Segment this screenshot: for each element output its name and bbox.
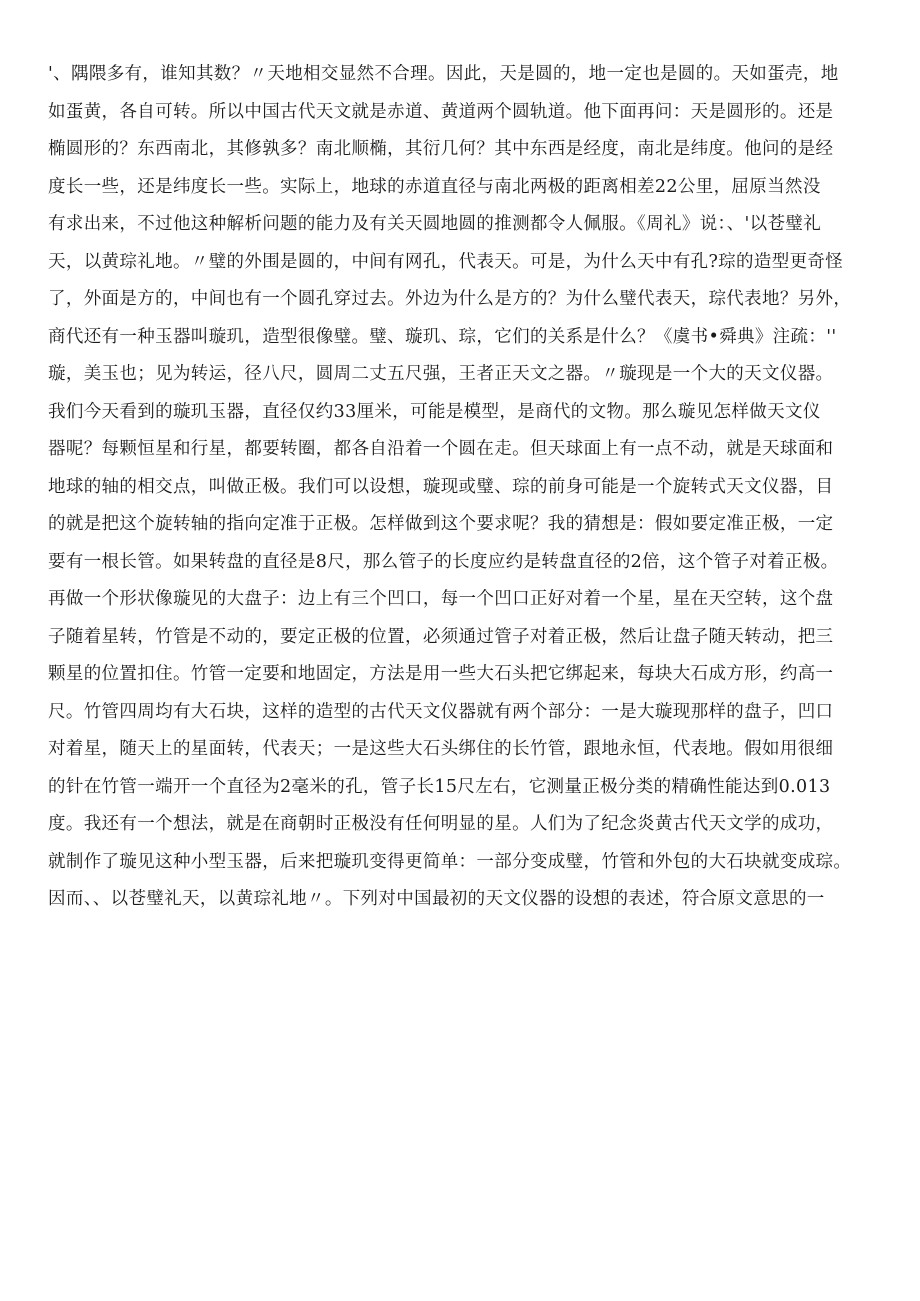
- text-line: 有求出来，不过他这种解析问题的能力及有关天圆地圆的推测都令人佩服。《周礼》说：、'以苍璧礼: [48, 214, 822, 234]
- text-line: 璇，美玉也；见为转运，径八尺，圆周二丈五尺强，王者正天文之器。〃璇现是一个大的天文仪器。: [48, 364, 834, 384]
- text-line: 子随着星转，竹管是不动的，要定正极的位置，必须通过管子对着正极，然后让盘子随天转动，把三: [48, 626, 834, 647]
- text-line: 天，以黄琮礼地。〃璧的外围是圆的，中间有网孔，代表天。可是，为什么天中有孔?琮的造型更奇怪: [48, 251, 844, 272]
- text-line: 度。我还有一个想法，就是在商朝时正极没有任何明显的星。人们为了纪念炎黄古代天文学的成功，: [48, 814, 834, 834]
- text-line: 如蛋黄，各自可转。所以中国古代天文就是赤道、黄道两个圆轨道。他下面再问：天是圆形的。还是: [48, 101, 834, 122]
- text-line: 了，外面是方的，中间也有一个圆孔穿过去。外边为什么是方的？为什么璧代表天，琮代表地？另外，: [48, 289, 852, 309]
- text-line: 商代还有一种玉器叫璇玑，造型很像璧。璧、璇玑、琮，它们的关系是什么？《虞书•舜典》注疏：'': [48, 326, 837, 347]
- text-line: 尺。竹管四周均有大石块，这样的造型的古代天文仪器就有两个部分：一是大璇现那样的盘子，凹口: [48, 701, 834, 722]
- text-line: 器呢？每颗恒星和行星，都要转圈，都各自沿着一个圆在走。但天球面上有一点不动，就是天球面和: [48, 439, 834, 459]
- text-line: 因而、、以苍璧礼天，以黄琮礼地〃。下列对中国最初的天文仪器的设想的表述，符合原文意思的一: [48, 889, 825, 909]
- text-line: '、隅隈多有，谁知其数？〃天地相交显然不合理。因此，天是圆的，地一定也是圆的。天如蛋壳，地: [48, 64, 839, 84]
- text-line: 再做一个形状像璇见的大盘子：边上有三个凹口，每一个凹口正好对着一个星，星在天空转，这个盘: [48, 589, 834, 609]
- text-line: 地球的轴的相交点，叫做正极。我们可以设想，璇现或璧、琮的前身可能是一个旋转式天文仪器，目: [48, 476, 834, 497]
- text-line: 对着星，随天上的星面转，代表天；一是这些大石头绑住的长竹管，跟地永恒，代表地。假如用很细: [48, 739, 834, 759]
- text-line: 颗星的位置扣住。竹管一定要和地固定，方法是用一些大石头把它绑起来，每块大石成方形，约高一: [48, 664, 834, 684]
- text-line: 度长一些，还是纬度长一些。实际上，地球的赤道直径与南北两极的距离相差22公里，屈原当然没: [48, 176, 821, 197]
- text-line: 的就是把这个旋转轴的指向定准于正极。怎样做到这个要求呢？我的猜想是：假如要定准正极，一定: [48, 514, 834, 534]
- text-line: 我们今天看到的璇玑玉器，直径仅约33厘米，可能是模型，是商代的文物。那么璇见怎样做天文仪: [48, 401, 821, 422]
- text-line: 要有一根长管。如果转盘的直径是8尺，那么管子的长度应约是转盘直径的2倍，这个管子对着正极。: [48, 551, 839, 572]
- text-line: 就制作了璇见这种小型玉器，后来把璇玑变得更简单：一部分变成璧，竹管和外包的大石块就变成琮。: [48, 851, 852, 872]
- body-text: [48, 56, 880, 919]
- text-line: 椭圆形的？东西南北，其修孰多？南北顺椭，其衍几何？其中东西是经度，南北是纬度。他问的是经: [48, 139, 834, 159]
- text-line: 的针在竹管一端开一个直径为2毫米的孔，管子长15尺左右，它测量正极分类的精确性能达到0.013: [48, 776, 831, 797]
